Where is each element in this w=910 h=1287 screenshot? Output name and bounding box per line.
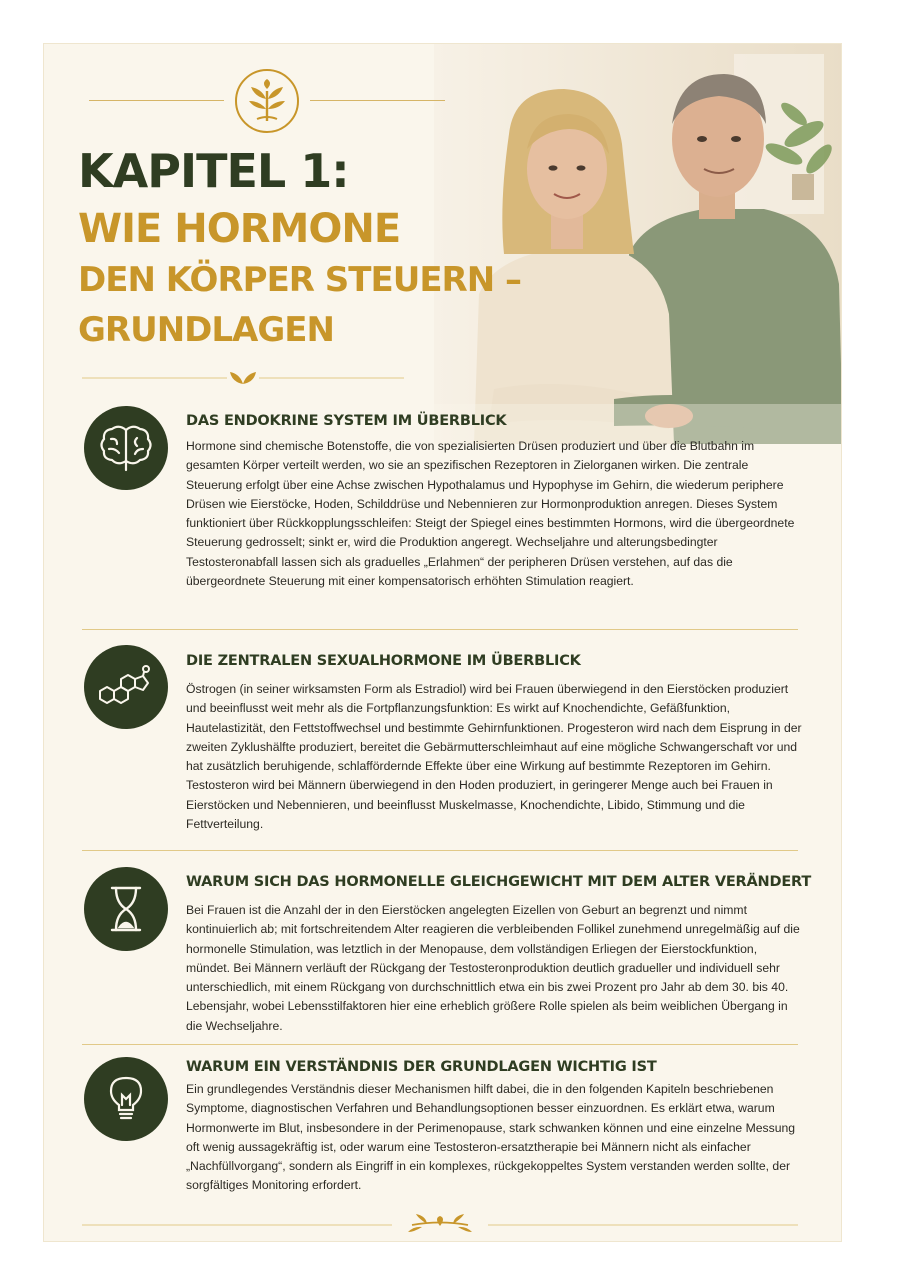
footer-ornament [82, 1214, 798, 1236]
section-title: WARUM EIN VERSTÄNDNIS DER GRUNDLAGEN WICHTIG IST [186, 1059, 657, 1075]
header-rule-right [310, 100, 445, 101]
brain-icon [84, 406, 168, 490]
chapter-page [43, 43, 842, 1242]
chapter-title-line2: DEN KÖRPER STEUERN – [78, 260, 522, 300]
section-title: WARUM SICH DAS HORMONELLE GLEICHGEWICHT MIT DEM ALTER VERÄNDERT [186, 874, 812, 890]
couple-photo [434, 44, 842, 444]
section-body: Bei Frauen ist die Anzahl der in den Eierstöcken angelegten Eizellen von Geburt an begrenzt und nimmt kontinuierlich ab; mit fortschreitendem Alter reagieren die verbleibenden Follikel zunehmend unregelmäßig auf die hormonelle Stimulation, was letztlich in der Menopause, dem vollständigen Erliegen der Eierstockfunktion, mündet. Bei Männern verläuft der Rückgang der Testosteronproduktion deutlich gradueller und individuell sehr unterschiedlich, mit einem Rückgang von durchschnittlich etwa ein bis zwei Prozent pro Jahr ab dem 30. bis 40. Lebensjahr, wobei Lebensstilfaktoren hier eine erheblich größere Rolle spielen als beim weiblichen Übergang in die Wechseljahre. [186, 903, 800, 1033]
chapter-title-line1: WIE HORMONE [78, 206, 401, 252]
section-body: Östrogen (in seiner wirksamsten Form als Estradiol) wird bei Frauen überwiegend in den Eierstöcken produziert und beeinflusst weit mehr als die Fortpflanzungsfunktion: Es wirkt auf Knochendichte, Gefäßfunktion, Hautelastizität, den Fettstoffwechsel und bestimmte Gehirnfunktionen. Progesteron wird nach dem Eisprung in der zweiten Zyklushälfte produziert, bereitet die Gebärmutterschleimhaut auf eine mögliche Schwangerschaft vor und hat zusätzlich beruhigende, schlaffördernde Effekte über eine Wirkung auf bestimmte Rezeptoren im Gehirn. Testosteron wird bei Männern überwiegend in den Hoden produziert, in geringerer Menge auch bei Frauen in Eierstöcken und Nebennieren, und beeinflusst Muskelmasse, Knochendichte, Libido, Stimmung und die Fettverteilung. [186, 682, 802, 832]
title-divider [82, 370, 404, 386]
section-body: Ein grundlegendes Verständnis dieser Mechanismen hilft dabei, die in den folgenden Kapiteln beschriebenen Symptome, diagnostischen Verfahren und Behandlungsoptionen besser einzuordnen. Es erklärt etwa, warum Hormonwerte im Blut, insbesondere in der Perimenopause, stark schwanken können und eine einzelne Messung oft wenig aussagekräftig ist, oder warum eine Testosteron-ersatztherapie bei Männern nicht als einfacher „Nachfüllvorgang“, sondern als Eingriff in ein komplexes, rückgekoppeltes System verstanden werden sollte, der sorgfältiges Monitoring erfordert. [186, 1082, 796, 1193]
leaf-sprig-icon [235, 69, 299, 133]
section-body: Hormone sind chemische Botenstoffe, die von spezialisierten Drüsen produziert und über die Blutbahn im gesamten Körper verteilt werden, wo sie an spezifischen Rezeptoren in Zielorganen wirken. Die zentrale Steuerung erfolgt über eine Achse zwischen Hypothalamus und Hypophyse im Gehirn, die wiederum periphere Drüsen wie Eierstöcke, Hoden, Schilddrüse und Nebennieren zur Hormonproduktion anregen. Dieses System funktioniert über Rückkopplungsschleifen: Steigt der Spiegel eines bestimmten Hormons, wird die übergeordnete Steuerung gedrosselt; sinkt er, wird die Produktion angeregt. Wechseljahre und alterungsbedingter Testosteronabfall lassen sich als graduelles „Erlahmen“ der peripheren Drüsen verstehen, auf das die übergeordnete Steuerung mit einer kompensatorisch erhöhten Stimulation reagiert. [186, 439, 795, 589]
steroid-molecule-icon [84, 645, 168, 729]
lightbulb-icon [84, 1057, 168, 1141]
section-title: DAS ENDOKRINE SYSTEM IM ÜBERBLICK [186, 413, 507, 429]
header-rule-left [89, 100, 224, 101]
chapter-number: KAPITEL 1: [78, 144, 349, 198]
hourglass-icon [84, 867, 168, 951]
section-divider [82, 1044, 798, 1045]
section-divider [82, 629, 798, 630]
chapter-title-line3: GRUNDLAGEN [78, 310, 334, 350]
section-title: DIE ZENTRALEN SEXUALHORMONE IM ÜBERBLICK [186, 653, 581, 669]
section-divider [82, 850, 798, 851]
